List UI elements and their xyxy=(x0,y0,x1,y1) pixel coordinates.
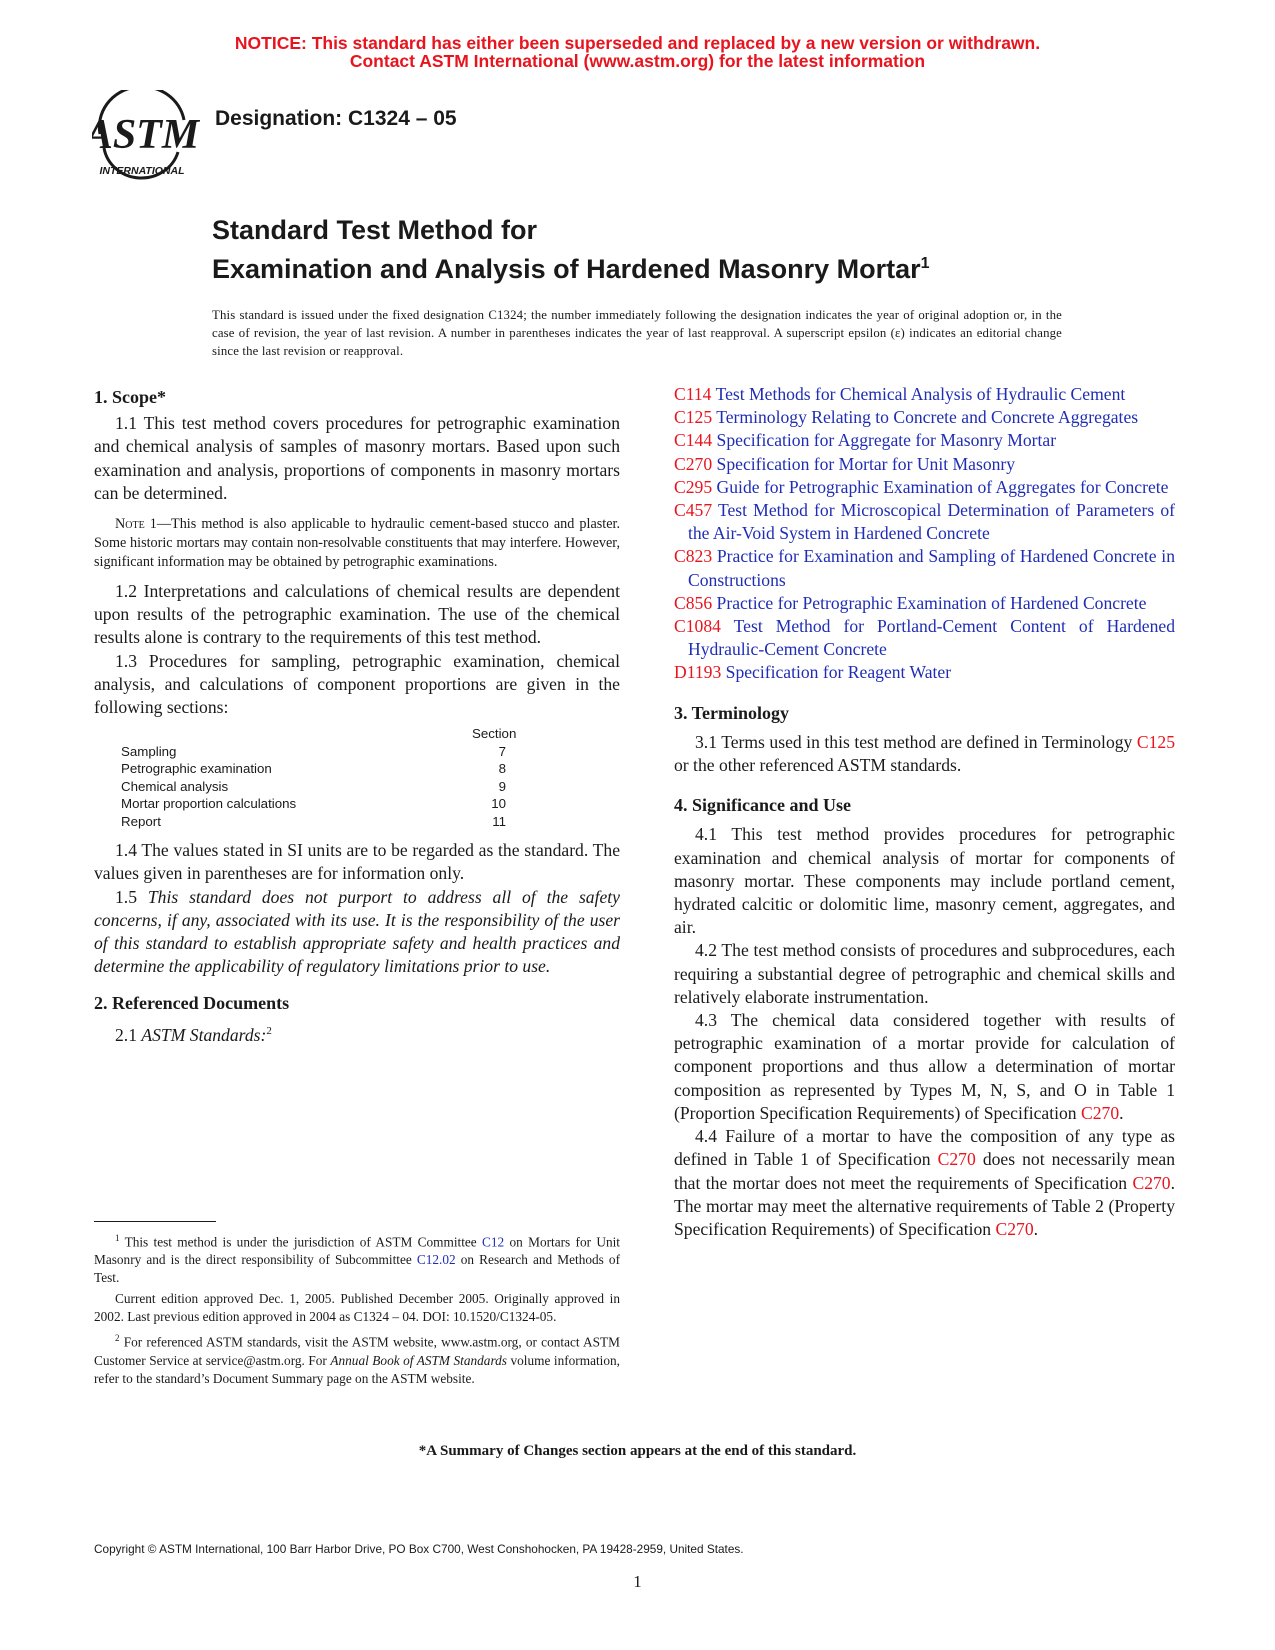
fn2-sup: 2 xyxy=(115,1333,120,1344)
section-number: 9 xyxy=(498,778,506,794)
sections-table-row xyxy=(94,743,620,761)
section-name: Report xyxy=(121,813,161,829)
scope-heading: 1. Scope* xyxy=(94,387,166,407)
sections-table-row xyxy=(94,795,620,813)
fn1-text-c: on Research and Methods of Test. xyxy=(94,1252,620,1286)
refdocs-2-1-text: ASTM Standards: xyxy=(141,1024,267,1045)
terminology-heading: 3. Terminology xyxy=(674,702,790,723)
referenced-document-item xyxy=(674,545,1175,591)
referenced-document-item xyxy=(674,406,1175,429)
reference-title-link[interactable]: Practice for Petrographic Examination of Hardened Concrete xyxy=(716,592,1147,613)
fn2-text-b: volume information, refer to the standard’s Document Summary page on the ASTM website. xyxy=(94,1352,620,1386)
footnote-1 xyxy=(94,1229,620,1287)
referenced-document-item xyxy=(674,592,1175,615)
refdocs-footnote-ref[interactable]: 2 xyxy=(266,1024,272,1037)
significance-4-4 xyxy=(674,1125,1175,1241)
referenced-document-item xyxy=(674,615,1175,661)
copyright: Copyright © ASTM International, 100 Barr Harbor Drive, PO Box C700, West Conshohocken, PA 19428-2959, United States. xyxy=(94,1542,744,1556)
sections-table-header: Section xyxy=(472,726,517,742)
referenced-document-item xyxy=(674,429,1175,452)
right-column xyxy=(674,383,1175,1241)
reference-code-link[interactable]: C856 xyxy=(674,592,713,613)
referenced-document-item xyxy=(674,476,1175,499)
scope-1-1: 1.1 This test method covers procedures for petrographic examination and chemical analysis of samples of masonry mortars. Based upon such examination and analysis, proportions of components in masonry mortars can be determined. xyxy=(94,413,620,503)
logo-text: INTERNATIONAL xyxy=(99,165,185,177)
section-number: 8 xyxy=(498,761,506,777)
section-number: 10 xyxy=(491,796,506,812)
significance-heading: 4. Significance and Use xyxy=(674,795,852,816)
svg-text:ASTM: ASTM xyxy=(92,112,200,158)
sig-4-4-text-b: does not necessarily mean that the mortar does not meet the requirements of Specification xyxy=(674,1149,1175,1193)
scope-1-3: 1.3 Procedures for sampling, petrographic examination, chemical analysis, and calculations of component proportions are given in the following sections: xyxy=(94,650,620,718)
referenced-document-item xyxy=(674,499,1175,545)
reference-title-link[interactable]: Specification for Mortar for Unit Masonry xyxy=(716,453,1016,474)
astm-logo xyxy=(92,90,200,182)
reference-code-link[interactable]: C823 xyxy=(674,546,713,567)
reference-code-link[interactable]: C295 xyxy=(674,476,713,497)
referenced-documents-list xyxy=(674,383,1175,685)
reference-title-link[interactable]: Specification for Reagent Water xyxy=(725,662,952,683)
significance-4-3 xyxy=(674,1009,1175,1125)
refdocs-heading: 2. Referenced Documents xyxy=(94,993,290,1014)
footnote-rule xyxy=(94,1221,216,1222)
sig-4-3-link-c270[interactable]: C270 xyxy=(1081,1102,1120,1123)
sig-4-3-text-b: . xyxy=(1119,1102,1124,1123)
sig-4-3-text-a: 4.3 The chemical data considered together with results of petrographic examination of a mortar provide for calculation of component proportions and thus allow a determination of mortar composition as represented by Types M, N, S, and O in Table 1 (Proportion Specification Requirements) of Specification xyxy=(674,1010,1175,1123)
reference-title-link[interactable]: Specification for Aggregate for Masonry Mortar xyxy=(716,430,1057,451)
summary-of-changes-note: *A Summary of Changes section appears at the end of this standard. xyxy=(418,1443,857,1459)
scope-note-1 xyxy=(94,515,620,572)
section-number: 11 xyxy=(492,813,506,829)
intro-paragraph: This standard is issued under the fixed designation C1324; the number immediately following the designation indicates the year of original adoption or, in the case of revision, the year of last revision. A number in parentheses indicates the year of last reapproval. A superscript epsilon (ε) indicates an editorial change since the last revision or reapproval. xyxy=(212,308,1062,358)
note-label: Note xyxy=(115,516,145,533)
sig-4-4-text-c: . The mortar may meet the alternative requirements of Table 2 (Property Specification Requirements) of Specification xyxy=(674,1172,1175,1239)
significance-4-2: 4.2 The test method consists of procedures and subprocedures, each requiring a substantial degree of petrographic and chemical skills and relatively elaborate instrumentation. xyxy=(674,940,1175,1007)
refdocs-2-1-num: 2.1 xyxy=(115,1024,142,1045)
footnote-2 xyxy=(94,1329,620,1387)
reference-code-link[interactable]: C144 xyxy=(674,430,713,451)
fn1-text-a: This test method is under the jurisdiction of ASTM Committee xyxy=(119,1234,483,1250)
referenced-document-item xyxy=(674,383,1175,406)
sections-table xyxy=(94,725,620,830)
fn2-italic: Annual Book of ASTM Standards xyxy=(330,1352,507,1368)
document-title xyxy=(212,214,930,286)
footnote-1-edition: Current edition approved Dec. 1, 2005. Published December 2005. Originally approved in 2002. Last previous edition approved in 2004 as C1324 – 04. DOI: 10.1520/C1324-05. xyxy=(94,1291,620,1325)
fn1-text-b: on Mortars for Unit Masonry and is the direct responsibility of Subcommittee xyxy=(94,1234,620,1268)
reference-title-link[interactable]: Test Methods for Chemical Analysis of Hydraulic Cement xyxy=(715,384,1126,404)
fn1-link-c12[interactable]: C12 xyxy=(482,1234,505,1250)
refdocs-2-1 xyxy=(94,1020,620,1047)
section-name: Petrographic examination xyxy=(121,761,272,777)
fn1-sup: 1 xyxy=(115,1233,120,1243)
notice-line-1: NOTICE: This standard has either been superseded and replaced by a new version or withdrawn. xyxy=(234,33,1041,53)
sections-table-row xyxy=(94,778,620,796)
note-text: 1—This method is also applicable to hydraulic cement-based stucco and plaster. Some historic mortars may contain non-resolvable constituents that may interfere. However, significant information may be obtained by petrographic examinations. xyxy=(94,516,620,571)
sig-4-4-link-c270-1[interactable]: C270 xyxy=(937,1149,976,1170)
scope-1-5-num: 1.5 xyxy=(115,886,148,907)
section-name: Sampling xyxy=(121,743,177,759)
section-name: Mortar proportion calculations xyxy=(121,796,297,812)
scope-1-4: 1.4 The values stated in SI units are to be regarded as the standard. The values given in parentheses are for information only. xyxy=(94,840,620,884)
referenced-document-item xyxy=(674,661,1175,684)
reference-title-link[interactable]: Guide for Petrographic Examination of Aggregates for Concrete xyxy=(716,476,1169,497)
section-name: Chemical analysis xyxy=(121,778,229,794)
reference-code-link[interactable]: D1193 xyxy=(674,662,722,683)
reference-title-link[interactable]: Practice for Examination and Sampling of Hardened Concrete in Constructions xyxy=(688,546,1175,590)
sections-table-row xyxy=(94,760,620,778)
fn2-text-a: For referenced ASTM standards, visit the ASTM website, www.astm.org, or contact ASTM Customer Service at service@astm.org. For xyxy=(94,1334,620,1368)
reference-code-link[interactable]: C114 xyxy=(674,384,712,404)
reference-title-link[interactable]: Test Method for Portland-Cement Content of Hardened Hydraulic-Cement Concrete xyxy=(688,616,1175,660)
section-number: 7 xyxy=(498,743,506,759)
reference-code-link[interactable]: C125 xyxy=(674,407,713,428)
terminology-3-1 xyxy=(674,731,1175,777)
scope-1-5 xyxy=(94,886,620,979)
title-footnote-ref[interactable]: 1 xyxy=(920,255,930,272)
sig-4-4-text-a: 4.4 Failure of a mortar to have the composition of any type as defined in Table 1 of Specification xyxy=(674,1126,1175,1170)
notice-line-2: Contact ASTM International (www.astm.org) for the latest information xyxy=(349,51,926,71)
sig-4-4-link-c270-2[interactable]: C270 xyxy=(1132,1172,1171,1193)
reference-code-link[interactable]: C1084 xyxy=(674,616,721,637)
scope-1-5-text: This standard does not purport to address all of the safety concerns, if any, associated with its use. It is the responsibility of the user of this standard to establish appropriate safety and health practices and determine the applicability of regulatory limitations prior to use. xyxy=(94,886,620,977)
left-column xyxy=(94,386,620,1047)
referenced-document-item xyxy=(674,453,1175,476)
page-number: 1 xyxy=(633,1572,642,1591)
footnotes xyxy=(94,1229,620,1388)
reference-code-link[interactable]: C457 xyxy=(674,500,713,521)
designation: Designation: C1324 – 05 xyxy=(215,107,457,130)
fn1-link-c1202[interactable]: C12.02 xyxy=(416,1252,456,1268)
significance-4-1: 4.1 This test method provides procedures for petrographic examination and chemical analysis of mortar for components of masonry mortar. These components may include portland cement, hydrated calcitic or dolomitic lime, masonry cement, aggregates, and air. xyxy=(674,824,1175,938)
reference-title-link[interactable]: Test Method for Microscopical Determination of Parameters of the Air-Void System in Hardened Concrete xyxy=(688,500,1175,544)
terminology-text-a: 3.1 Terms used in this test method are defined in Terminology xyxy=(695,731,1137,752)
scope-1-2: 1.2 Interpretations and calculations of chemical results are dependent upon results of the petrographic examination. The use of the chemical results alone is contrary to the requirements of this test method. xyxy=(94,581,620,648)
sections-table-row xyxy=(94,813,620,831)
sig-4-4-link-c270-3[interactable]: C270 xyxy=(995,1218,1034,1239)
terminology-link-c125[interactable]: C125 xyxy=(1136,731,1175,752)
sig-4-4-text-d: . xyxy=(1033,1218,1039,1239)
title-line-1: Standard Test Method for xyxy=(212,215,538,245)
reference-code-link[interactable]: C270 xyxy=(674,453,713,474)
title-line-2: Examination and Analysis of Hardened Masonry Mortar xyxy=(212,254,921,284)
terminology-text-b: or the other referenced ASTM standards. xyxy=(674,755,962,776)
reference-title-link[interactable]: Terminology Relating to Concrete and Concrete Aggregates xyxy=(716,407,1139,428)
